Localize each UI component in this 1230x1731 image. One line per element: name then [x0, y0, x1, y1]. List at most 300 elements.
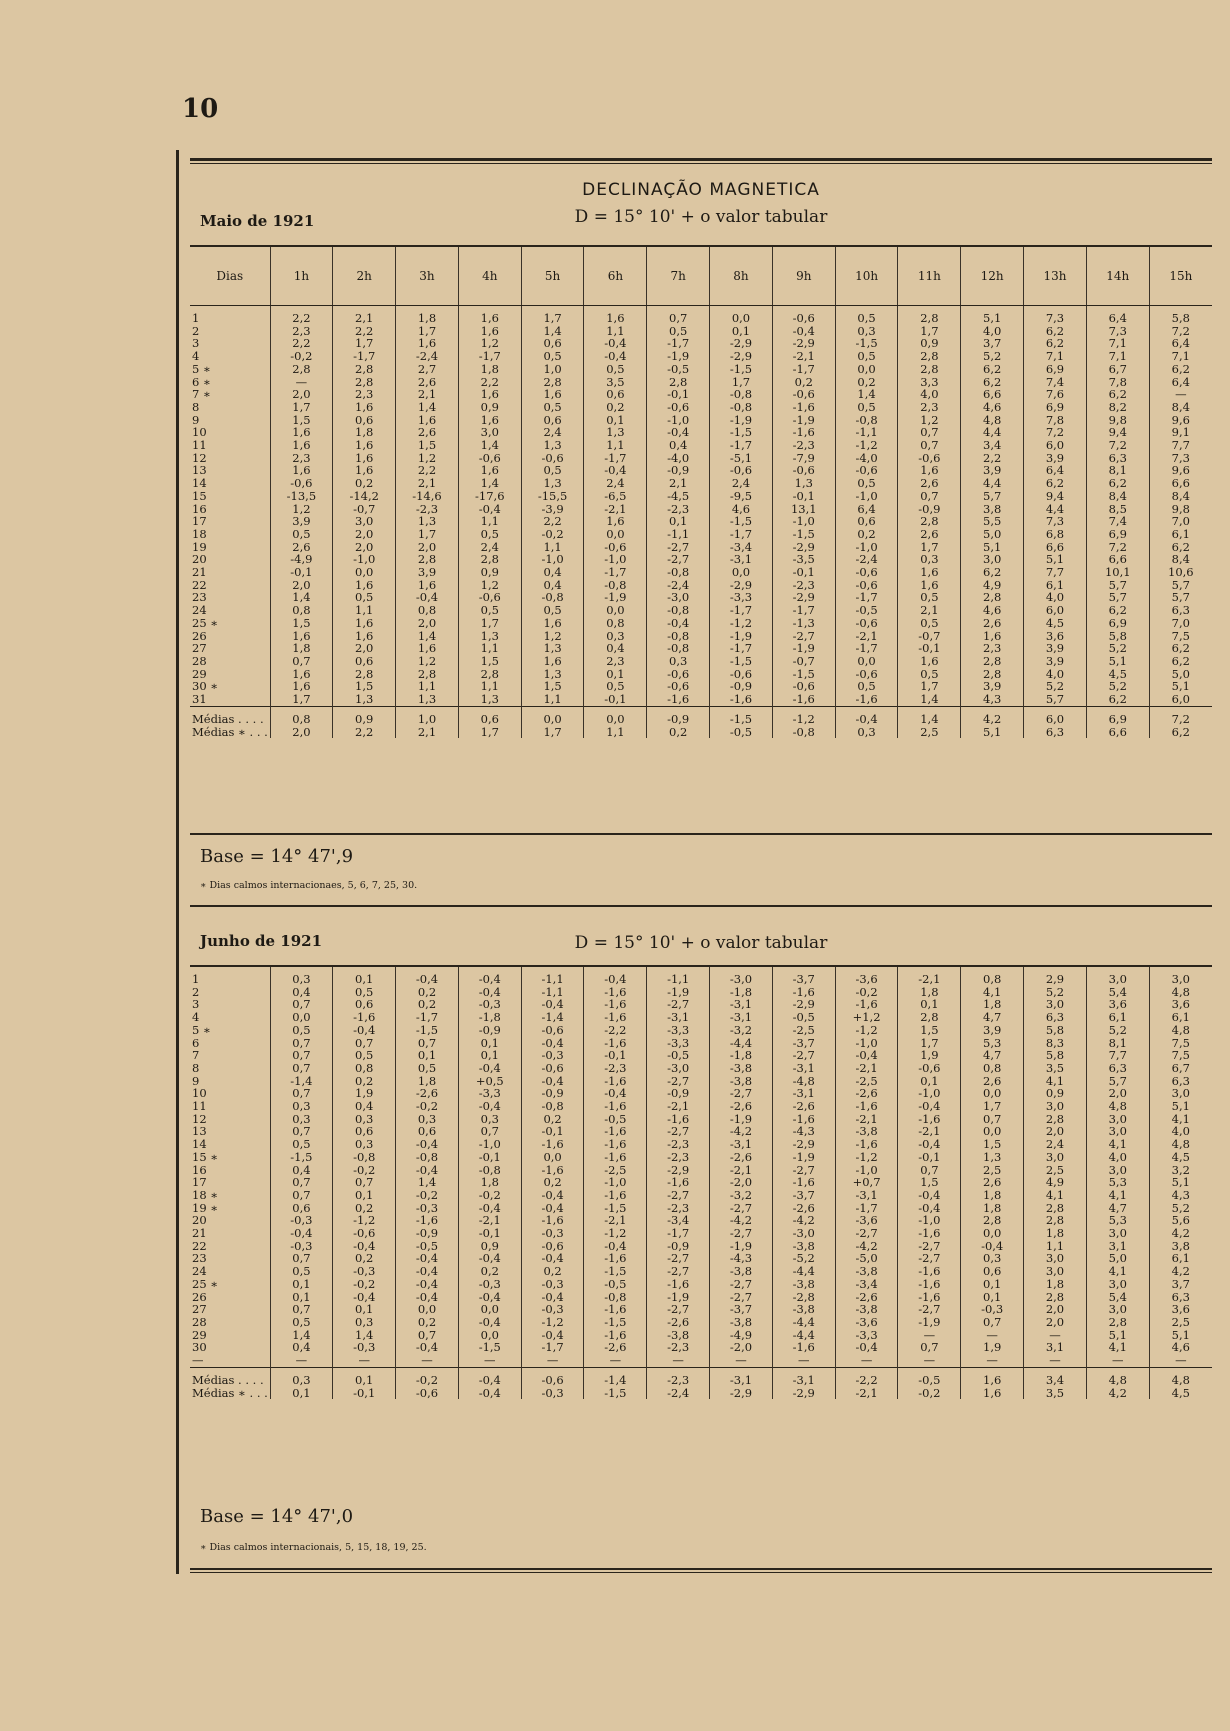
value-cell: 5,8	[1149, 306, 1212, 325]
value-cell: 1,3	[333, 693, 396, 706]
value-cell: -3,3	[458, 1087, 521, 1100]
value-cell: -1,5	[710, 363, 773, 376]
value-cell: 4,7	[961, 1011, 1024, 1024]
value-cell: 2,3	[961, 642, 1024, 655]
value-cell: 3,9	[1024, 642, 1087, 655]
value-cell: -3,1	[772, 1087, 835, 1100]
value-cell: -1,9	[898, 1316, 961, 1329]
value-cell: -15,5	[521, 490, 584, 503]
value-cell: 5,8	[1086, 630, 1149, 643]
value-cell: -3,0	[647, 1062, 710, 1075]
june-table	[190, 967, 1212, 1399]
value-cell: 1,7	[898, 325, 961, 338]
value-cell: 4,2	[1149, 1227, 1212, 1240]
value-cell: 1,4	[270, 591, 333, 604]
value-cell: 1,2	[521, 630, 584, 643]
average-cell: 6,6	[1086, 726, 1149, 739]
average-cell: -0,4	[458, 1367, 521, 1386]
value-cell: 2,3	[898, 401, 961, 414]
table-row	[190, 693, 1212, 706]
value-cell: 0,1	[333, 967, 396, 986]
value-cell: -1,6	[898, 1265, 961, 1278]
value-cell: -1,8	[710, 986, 773, 999]
value-cell: -2,4	[647, 579, 710, 592]
value-cell: -1,2	[835, 439, 898, 452]
value-cell: -3,3	[835, 1329, 898, 1342]
value-cell: -1,5	[710, 655, 773, 668]
value-cell: 5,3	[1086, 1176, 1149, 1189]
value-cell: 3,9	[961, 1024, 1024, 1037]
value-cell: 0,5	[647, 325, 710, 338]
value-cell: -0,1	[584, 1049, 647, 1062]
table-row	[190, 1151, 1212, 1164]
average-cell: 0,8	[270, 706, 333, 725]
value-cell: -0,4	[458, 1062, 521, 1075]
value-cell: 0,1	[458, 1049, 521, 1062]
day-label: 19 ∗	[192, 1201, 219, 1215]
table-row	[190, 1341, 1212, 1354]
value-cell: -1,7	[710, 439, 773, 452]
value-cell: 0,5	[270, 528, 333, 541]
table-row	[190, 515, 1212, 528]
value-cell: -5,0	[835, 1252, 898, 1265]
value-cell: 1,8	[270, 642, 333, 655]
value-cell: 2,4	[710, 477, 773, 490]
value-cell: 0,6	[333, 655, 396, 668]
value-cell: 0,0	[835, 363, 898, 376]
value-cell: -1,6	[835, 1100, 898, 1113]
value-cell: 2,8	[898, 306, 961, 325]
value-cell: -0,6	[710, 668, 773, 681]
table-row	[190, 1176, 1212, 1189]
value-cell: 0,6	[333, 1125, 396, 1138]
value-cell: -2,6	[647, 1316, 710, 1329]
value-cell: -1,5	[710, 426, 773, 439]
value-cell: -4,0	[835, 452, 898, 465]
value-cell: -2,7	[772, 1049, 835, 1062]
value-cell: 1,6	[270, 630, 333, 643]
value-cell: -1,6	[584, 1303, 647, 1316]
hour-header-1h: 1h	[270, 247, 333, 306]
value-cell: 5,0	[1086, 1252, 1149, 1265]
table-row	[190, 306, 1212, 325]
value-cell: +1,2	[835, 1011, 898, 1024]
value-cell: —	[898, 1354, 961, 1367]
value-cell: -3,2	[710, 1189, 773, 1202]
value-cell: 0,9	[458, 1240, 521, 1253]
value-cell: 4,8	[961, 414, 1024, 427]
value-cell: -0,4	[898, 1189, 961, 1202]
value-cell: 2,9	[1024, 967, 1087, 986]
value-cell: 0,6	[333, 998, 396, 1011]
average-cell: -0,5	[710, 726, 773, 739]
value-cell: -1,0	[584, 1176, 647, 1189]
value-cell: -0,3	[521, 1278, 584, 1291]
average-label: Médias . . . .	[190, 706, 270, 725]
day-label: 27	[192, 1303, 207, 1316]
value-cell: -1,0	[521, 553, 584, 566]
value-cell: -2,0	[710, 1341, 773, 1354]
value-cell: 5,1	[1149, 1100, 1212, 1113]
value-cell: 7,7	[1086, 1049, 1149, 1062]
value-cell: 0,4	[647, 439, 710, 452]
value-cell: 0,2	[521, 1176, 584, 1189]
day-label: 12	[192, 1112, 207, 1126]
value-cell: 1,6	[396, 579, 459, 592]
value-cell: 1,5	[396, 439, 459, 452]
day-label: 9	[192, 413, 200, 427]
day-label: 2	[192, 324, 200, 338]
value-cell: 7,2	[1149, 325, 1212, 338]
day-label: 29	[192, 1328, 207, 1342]
value-cell: -0,6	[898, 1062, 961, 1075]
value-cell: 3,8	[961, 503, 1024, 516]
value-cell: 5,6	[1149, 1214, 1212, 1227]
table-row	[190, 477, 1212, 490]
table-row	[190, 1075, 1212, 1088]
value-cell: 2,1	[898, 604, 961, 617]
value-cell: -1,0	[584, 553, 647, 566]
value-cell: -0,4	[396, 1164, 459, 1177]
table-row	[190, 1265, 1212, 1278]
average-cell: -1,5	[584, 1387, 647, 1400]
value-cell: -0,8	[521, 1100, 584, 1113]
value-cell: -1,7	[458, 350, 521, 363]
value-cell: 4,0	[1086, 1151, 1149, 1164]
value-cell: -3,0	[710, 967, 773, 986]
value-cell: 1,6	[584, 306, 647, 325]
value-cell: -1,6	[584, 998, 647, 1011]
hour-header-2h: 2h	[333, 247, 396, 306]
average-cell: 2,2	[333, 726, 396, 739]
day-label: 1	[192, 972, 200, 986]
value-cell: 3,0	[1086, 1164, 1149, 1177]
value-cell: 0,4	[521, 566, 584, 579]
value-cell: 4,3	[1149, 1189, 1212, 1202]
value-cell: 1,9	[961, 1341, 1024, 1354]
table-row	[190, 363, 1212, 376]
value-cell: -2,8	[772, 1291, 835, 1304]
value-cell: -3,8	[772, 1278, 835, 1291]
value-cell: 0,0	[961, 1087, 1024, 1100]
table-row	[190, 490, 1212, 503]
value-cell: -0,4	[458, 503, 521, 516]
value-cell: 1,3	[521, 642, 584, 655]
value-cell: -2,2	[584, 1024, 647, 1037]
value-cell: -0,4	[521, 998, 584, 1011]
value-cell: -0,4	[772, 325, 835, 338]
value-cell: -1,6	[898, 1278, 961, 1291]
value-cell: -2,1	[710, 1164, 773, 1177]
value-cell: -1,2	[521, 1316, 584, 1329]
value-cell: 6,4	[1149, 376, 1212, 389]
value-cell: 0,5	[270, 1316, 333, 1329]
value-cell: -1,6	[584, 986, 647, 999]
value-cell: -2,5	[584, 1164, 647, 1177]
value-cell: -0,7	[898, 630, 961, 643]
value-cell: 5,4	[1086, 986, 1149, 999]
value-cell: -1,0	[333, 553, 396, 566]
value-cell: -2,6	[772, 1202, 835, 1215]
table-row	[190, 503, 1212, 516]
table-row	[190, 680, 1212, 693]
average-cell: -3,1	[710, 1367, 773, 1386]
may-heading: DECLINAÇÃO MAGNETICA	[582, 180, 820, 200]
day-label: —	[192, 1354, 204, 1368]
value-cell: -1,6	[521, 1164, 584, 1177]
value-cell: 2,8	[1024, 1291, 1087, 1304]
value-cell: 0,2	[584, 401, 647, 414]
value-cell: -0,4	[458, 986, 521, 999]
value-cell: 13,1	[772, 503, 835, 516]
value-cell: -1,0	[835, 541, 898, 554]
value-cell: -2,3	[647, 1202, 710, 1215]
value-cell: -1,1	[521, 967, 584, 986]
value-cell: 0,1	[458, 1037, 521, 1050]
value-cell: -1,9	[710, 1240, 773, 1253]
value-cell: 1,4	[396, 401, 459, 414]
value-cell: -0,6	[772, 680, 835, 693]
value-cell: 1,4	[270, 1329, 333, 1342]
value-cell: -2,1	[584, 1214, 647, 1227]
value-cell: 5,7	[1024, 693, 1087, 706]
average-cell: 1,0	[396, 706, 459, 725]
value-cell: 7,0	[1149, 515, 1212, 528]
value-cell: 2,0	[1024, 1316, 1087, 1329]
value-cell: 0,4	[270, 1164, 333, 1177]
value-cell: -0,6	[458, 591, 521, 604]
value-cell: -1,9	[772, 414, 835, 427]
value-cell: -0,4	[898, 1100, 961, 1113]
value-cell: 0,6	[584, 388, 647, 401]
value-cell: -0,2	[835, 986, 898, 999]
value-cell: 1,5	[898, 1024, 961, 1037]
average-cell: 3,4	[1024, 1367, 1087, 1386]
table-row	[190, 1087, 1212, 1100]
value-cell: —	[396, 1354, 459, 1367]
value-cell: 3,0	[1086, 1113, 1149, 1126]
value-cell: -1,6	[835, 1138, 898, 1151]
value-cell: 4,1	[1086, 1265, 1149, 1278]
value-cell: 0,3	[396, 1113, 459, 1126]
value-cell: -1,6	[647, 1113, 710, 1126]
value-cell: 4,8	[1149, 1138, 1212, 1151]
value-cell: 1,7	[396, 528, 459, 541]
hour-header-6h: 6h	[584, 247, 647, 306]
value-cell: -3,7	[710, 1303, 773, 1316]
value-cell: 1,5	[270, 617, 333, 630]
value-cell: 0,7	[898, 1164, 961, 1177]
value-cell: -0,4	[835, 1341, 898, 1354]
value-cell: 0,3	[270, 967, 333, 986]
value-cell: 0,8	[396, 604, 459, 617]
value-cell: 4,4	[961, 477, 1024, 490]
value-cell: -0,4	[521, 1075, 584, 1088]
value-cell: 1,8	[961, 1189, 1024, 1202]
value-cell: 0,7	[270, 1062, 333, 1075]
value-cell: -1,6	[584, 1329, 647, 1342]
value-cell: -0,8	[710, 401, 773, 414]
value-cell: 0,0	[961, 1227, 1024, 1240]
value-cell: 0,7	[270, 655, 333, 668]
value-cell: 4,4	[1024, 503, 1087, 516]
value-cell: 6,2	[1024, 477, 1087, 490]
value-cell: -0,9	[647, 464, 710, 477]
value-cell: -0,4	[835, 1049, 898, 1062]
value-cell: -2,3	[647, 1151, 710, 1164]
value-cell: 6,9	[1086, 617, 1149, 630]
value-cell: 6,2	[1024, 337, 1087, 350]
value-cell: 2,3	[270, 325, 333, 338]
value-cell: -3,8	[710, 1062, 773, 1075]
average-cell: 4,2	[961, 706, 1024, 725]
value-cell: -2,9	[772, 591, 835, 604]
may-title: Maio de 1921	[200, 212, 315, 230]
value-cell: 1,7	[458, 617, 521, 630]
value-cell: -0,4	[521, 1252, 584, 1265]
average-cell: 0,0	[521, 706, 584, 725]
value-cell: -2,1	[898, 967, 961, 986]
value-cell: -0,3	[270, 1240, 333, 1253]
value-cell: -0,6	[521, 1062, 584, 1075]
value-cell: -2,3	[647, 1341, 710, 1354]
value-cell: 0,1	[270, 1291, 333, 1304]
value-cell: 1,3	[521, 477, 584, 490]
value-cell: -0,8	[647, 630, 710, 643]
value-cell: 4,5	[1086, 668, 1149, 681]
table-row	[190, 439, 1212, 452]
value-cell: 1,8	[898, 986, 961, 999]
value-cell: 6,3	[1149, 1291, 1212, 1304]
value-cell: 6,2	[961, 566, 1024, 579]
value-cell: 2,3	[333, 388, 396, 401]
value-cell: 6,2	[1149, 642, 1212, 655]
value-cell: -0,9	[647, 1087, 710, 1100]
average-cell: 6,2	[1149, 726, 1212, 739]
value-cell: 7,2	[1086, 541, 1149, 554]
value-cell: -1,6	[584, 1075, 647, 1088]
value-cell: 4,6	[961, 604, 1024, 617]
value-cell: 1,6	[333, 617, 396, 630]
value-cell: -0,4	[521, 1202, 584, 1215]
value-cell: 6,6	[1086, 553, 1149, 566]
value-cell: -0,4	[458, 1252, 521, 1265]
average-cell: -0,6	[521, 1367, 584, 1386]
value-cell: -1,6	[647, 1278, 710, 1291]
day-label: 22	[192, 1239, 207, 1253]
value-cell: -0,4	[396, 967, 459, 986]
value-cell: -1,5	[772, 668, 835, 681]
value-cell: -0,1	[458, 1151, 521, 1164]
value-cell: -3,8	[710, 1075, 773, 1088]
value-cell: 2,4	[584, 477, 647, 490]
value-cell: 1,1	[458, 642, 521, 655]
value-cell: -0,4	[396, 1252, 459, 1265]
value-cell: -2,5	[835, 1075, 898, 1088]
table-row	[190, 1252, 1212, 1265]
value-cell: -2,9	[647, 1164, 710, 1177]
value-cell: 1,6	[333, 464, 396, 477]
table-row	[190, 1189, 1212, 1202]
value-cell: 3,0	[1149, 967, 1212, 986]
value-cell: -0,2	[396, 1189, 459, 1202]
value-cell: -1,6	[584, 1138, 647, 1151]
value-cell: -0,8	[584, 579, 647, 592]
value-cell: 0,1	[710, 325, 773, 338]
value-cell: -0,8	[835, 414, 898, 427]
value-cell: -0,4	[333, 1024, 396, 1037]
value-cell: -1,6	[772, 401, 835, 414]
average-cell: 1,4	[898, 706, 961, 725]
value-cell: 0,6	[396, 1125, 459, 1138]
day-label: 1	[192, 311, 200, 325]
value-cell: -3,7	[772, 967, 835, 986]
value-cell: 4,7	[1086, 1202, 1149, 1215]
value-cell: -5,1	[710, 452, 773, 465]
value-cell: -1,6	[772, 986, 835, 999]
value-cell: -3,8	[710, 1265, 773, 1278]
day-label: 3	[192, 998, 200, 1012]
value-cell: 4,1	[1086, 1341, 1149, 1354]
value-cell: -3,1	[772, 1062, 835, 1075]
value-cell: 4,8	[1086, 1100, 1149, 1113]
hour-header-8h: 8h	[710, 247, 773, 306]
average-cell: 1,1	[584, 726, 647, 739]
value-cell: —	[333, 1354, 396, 1367]
value-cell: 7,3	[1024, 306, 1087, 325]
value-cell: -0,4	[396, 1341, 459, 1354]
value-cell: -0,2	[521, 528, 584, 541]
value-cell: 2,8	[270, 363, 333, 376]
value-cell: -0,4	[584, 967, 647, 986]
value-cell: 2,2	[458, 376, 521, 389]
value-cell: -1,7	[647, 1227, 710, 1240]
value-cell: -1,7	[333, 350, 396, 363]
value-cell: -4,4	[772, 1329, 835, 1342]
value-cell: -3,5	[772, 553, 835, 566]
value-cell: -1,7	[647, 337, 710, 350]
value-cell: 2,0	[333, 528, 396, 541]
value-cell: -0,6	[772, 306, 835, 325]
value-cell: 0,1	[584, 668, 647, 681]
average-row	[190, 1367, 1212, 1386]
average-cell: 2,1	[396, 726, 459, 739]
value-cell: -0,1	[898, 1151, 961, 1164]
value-cell: 6,9	[1024, 363, 1087, 376]
value-cell: -1,0	[898, 1214, 961, 1227]
day-label: 7 ∗	[192, 388, 211, 401]
value-cell: 3,7	[961, 337, 1024, 350]
value-cell: 1,2	[270, 503, 333, 516]
value-cell: -3,1	[835, 1189, 898, 1202]
value-cell: -0,8	[710, 388, 773, 401]
value-cell: -1,6	[521, 1138, 584, 1151]
value-cell: -1,6	[333, 1011, 396, 1024]
value-cell: 0,5	[835, 680, 898, 693]
table-row	[190, 668, 1212, 681]
value-cell: 0,0	[584, 528, 647, 541]
value-cell: 0,1	[270, 1278, 333, 1291]
value-cell: 7,1	[1086, 350, 1149, 363]
value-cell: 6,7	[1086, 363, 1149, 376]
value-cell: 1,6	[270, 668, 333, 681]
value-cell: -3,1	[710, 1138, 773, 1151]
june-base: Base = 14° 47',0	[200, 1506, 354, 1527]
value-cell: -0,1	[647, 388, 710, 401]
value-cell: 4,0	[1149, 1125, 1212, 1138]
table-row	[190, 553, 1212, 566]
value-cell: 5,2	[1149, 1202, 1212, 1215]
